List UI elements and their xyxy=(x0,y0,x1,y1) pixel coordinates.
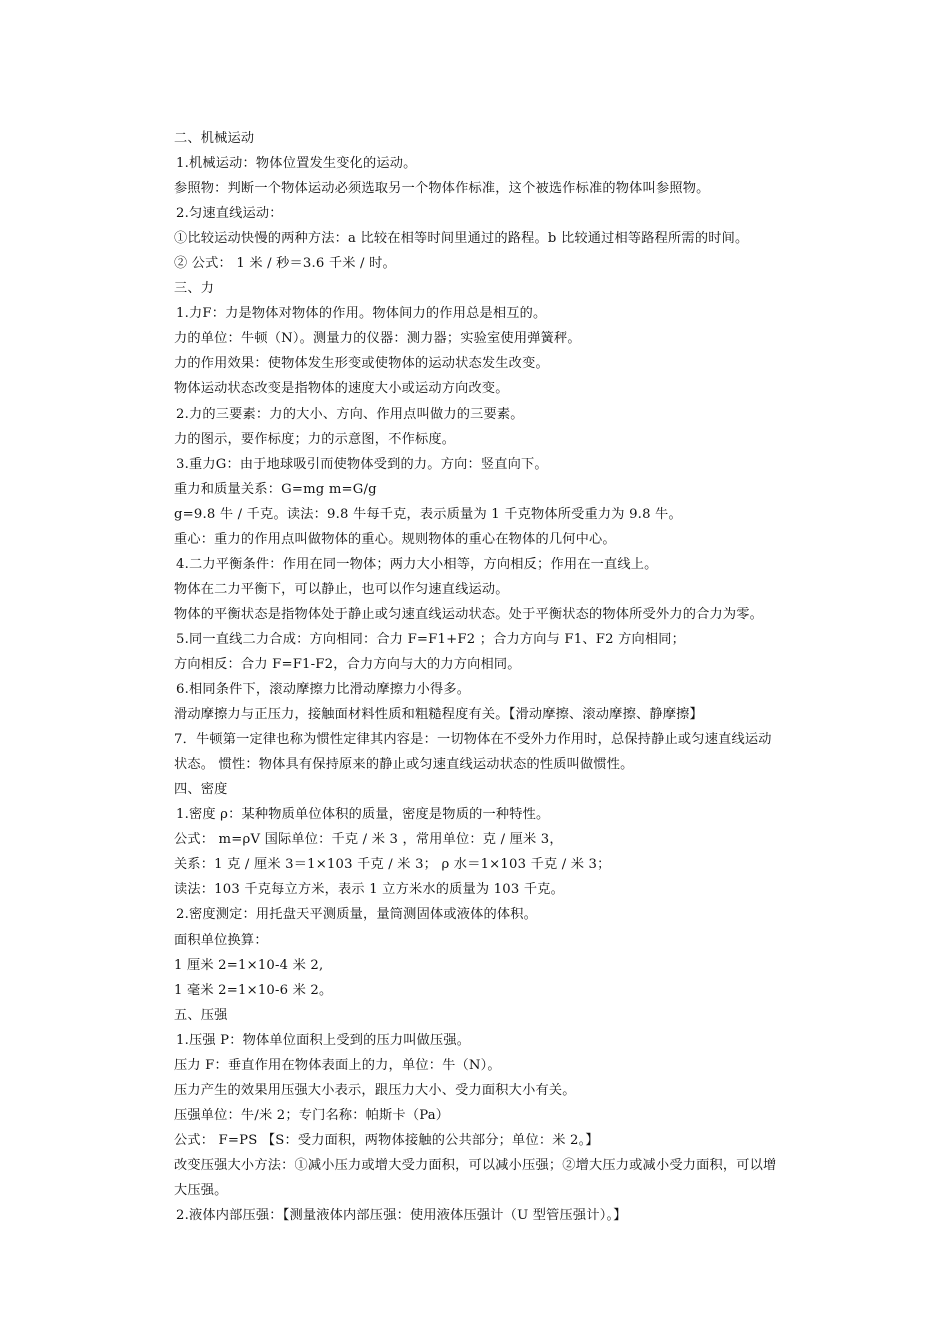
text-line: 2.匀速直线运动： xyxy=(176,206,283,222)
text-line: 6.相同条件下，滚动摩擦力比滑动摩擦力小得多。 xyxy=(176,682,471,698)
text-line: 7．牛顿第一定律也称为惯性定律其内容是：一切物体在不受外力作用时，总保持静止或匀速直线运动 xyxy=(174,732,772,748)
text-line: 物体在二力平衡下，可以静止，也可以作匀速直线运动。 xyxy=(174,581,509,597)
text-line: 参照物：判断一个物体运动必须选取另一个物体作标准，这个被选作标准的物体叫参照物。 xyxy=(174,181,710,197)
text-line: 物体运动状态改变是指物体的速度大小或运动方向改变。 xyxy=(174,381,509,397)
section-heading-mechanical-motion: 二、机械运动 xyxy=(174,131,255,146)
text-line: 2.液体内部压强：【测量液体内部压强：使用液体压强计（U 型管压强计）。】 xyxy=(176,1208,627,1224)
text-line: 1.压强 P：物体单位面积上受到的压力叫做压强。 xyxy=(176,1032,471,1048)
text-line: 4.二力平衡条件：作用在同一物体；两力大小相等，方向相反；作用在一直线上。 xyxy=(176,556,658,572)
text-line: 2.密度测定：用托盘天平测质量，量筒测固体或液体的体积。 xyxy=(176,907,538,923)
section-heading-pressure: 五、压强 xyxy=(174,1007,228,1023)
text-line: 1 毫米 2=1×10-6 米 2。 xyxy=(174,982,333,998)
text-line: 改变压强大小方法：①减小压力或增大受力面积，可以减小压强；②增大压力或减小受力面积，可以增 xyxy=(174,1157,777,1173)
text-line: 公式： F=PS 【S：受力面积，两物体接触的公共部分；单位：米 2。】 xyxy=(174,1132,599,1148)
text-line: 面积单位换算： xyxy=(174,932,268,948)
text-line: g=9.8 牛 / 千克。读法：9.8 牛每千克，表示质量为 1 千克物体所受重力为 9.8 牛。 xyxy=(174,506,682,522)
text-line: 3.重力G：由于地球吸引而使物体受到的力。方向：竖直向下。 xyxy=(176,456,548,472)
text-line: ② 公式： 1 米 / 秒＝3.6 千米 / 时。 xyxy=(174,256,396,272)
text-line: 重力和质量关系：G=mg m=G/g xyxy=(174,481,377,497)
text-line: 状态。 惯性：物体具有保持原来的静止或匀速直线运动状态的性质叫做惯性。 xyxy=(174,757,634,773)
text-line: 压力产生的效果用压强大小表示，跟压力大小、受力面积大小有关。 xyxy=(174,1082,576,1098)
text-line: 物体的平衡状态是指物体处于静止或匀速直线运动状态。处于平衡状态的物体所受外力的合力为零。 xyxy=(174,606,764,622)
text-line: ①比较运动快慢的两种方法：a 比较在相等时间里通过的路程。b 比较通过相等路程所需的时间。 xyxy=(174,231,749,247)
text-line: 滑动摩擦力与正压力，接触面材料性质和粗糙程度有关。【滑动摩擦、滚动摩擦、静摩擦】 xyxy=(174,707,703,723)
text-line: 关系：1 克 / 厘米 3＝1×103 千克 / 米 3； ρ 水＝1×103 千克 / 米 3； xyxy=(174,857,611,873)
text-line: 5.同一直线二力合成：方向相同：合力 F=F1+F2 ；合力方向与 F1、F2 方向相同； xyxy=(176,631,686,647)
text-line: 1 厘米 2=1×10-4 米 2, xyxy=(174,957,324,973)
text-line: 方向相反：合力 F=F1-F2，合力方向与大的力方向相同。 xyxy=(174,656,521,672)
text-line: 力的单位：牛顿（N）。测量力的仪器：测力器；实验室使用弹簧秤。 xyxy=(174,331,581,347)
section-heading-force: 三、力 xyxy=(174,281,215,297)
text-line: 大压强。 xyxy=(174,1182,228,1198)
text-line: 力的图示，要作标度；力的示意图，不作标度。 xyxy=(174,431,456,447)
text-line: 重心：重力的作用点叫做物体的重心。规则物体的重心在物体的几何中心。 xyxy=(174,531,616,547)
text-line: 压力 F：垂直作用在物体表面上的力，单位：牛（N）。 xyxy=(174,1057,501,1073)
section-heading-density: 四、密度 xyxy=(174,782,228,798)
text-line: 公式： m=ρV 国际单位：千克 / 米 3 ，常用单位：克 / 厘米 3， xyxy=(174,832,563,848)
text-line: 2.力的三要素：力的大小、方向、作用点叫做力的三要素。 xyxy=(176,406,524,422)
physics-notes-text xyxy=(174,126,814,1228)
text-line: 力的作用效果：使物体发生形变或使物体的运动状态发生改变。 xyxy=(174,356,549,372)
text-line: 1.机械运动：物体位置发生变化的运动。 xyxy=(176,156,417,172)
text-line: 1.密度 ρ：某种物质单位体积的质量，密度是物质的一种特性。 xyxy=(176,807,550,823)
text-line: 压强单位：牛/米 2；专门名称：帕斯卡（Pa） xyxy=(174,1107,450,1123)
text-line: 读法：103 千克每立方米，表示 1 立方米水的质量为 103 千克。 xyxy=(174,882,565,898)
text-line: 1.力F：力是物体对物体的作用。物体间力的作用总是相互的。 xyxy=(176,306,547,322)
